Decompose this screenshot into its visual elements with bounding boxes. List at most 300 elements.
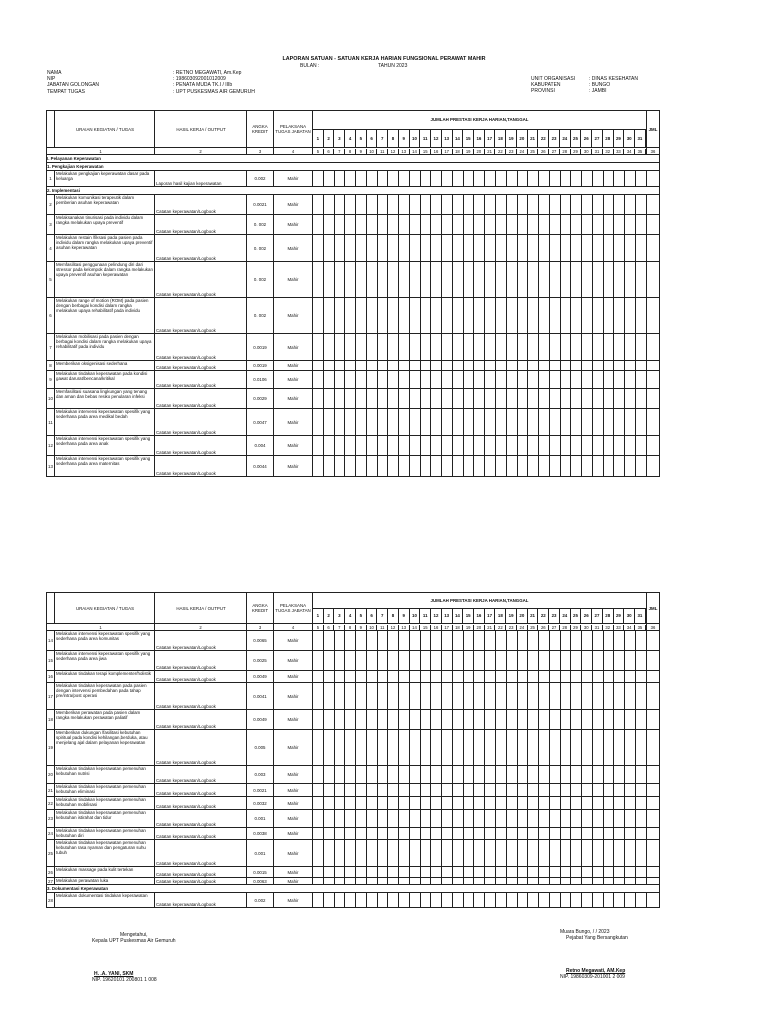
day-cell[interactable] — [549, 867, 560, 878]
day-cell[interactable] — [313, 867, 324, 878]
day-cell[interactable] — [474, 797, 485, 810]
day-cell[interactable] — [431, 840, 442, 867]
day-cell[interactable] — [420, 361, 431, 371]
day-cell[interactable] — [442, 456, 453, 477]
day-cell[interactable] — [625, 215, 636, 235]
day-cell[interactable] — [345, 235, 356, 262]
day-cell[interactable] — [614, 651, 625, 671]
day-cell[interactable] — [463, 784, 474, 797]
day-cell[interactable] — [485, 235, 496, 262]
day-cell[interactable] — [485, 730, 496, 766]
day-cell[interactable] — [334, 797, 345, 810]
day-cell[interactable] — [452, 730, 463, 766]
day-cell[interactable] — [442, 334, 453, 361]
day-cell[interactable] — [539, 651, 550, 671]
day-cell[interactable] — [442, 195, 453, 215]
day-cell[interactable] — [452, 171, 463, 187]
day-cell[interactable] — [356, 797, 367, 810]
day-cell[interactable] — [452, 810, 463, 828]
day-cell[interactable] — [463, 436, 474, 456]
day-cell[interactable] — [528, 334, 539, 361]
day-cell[interactable] — [560, 893, 571, 908]
day-cell[interactable] — [399, 371, 410, 389]
day-cell[interactable] — [420, 631, 431, 651]
day-cell[interactable] — [571, 409, 582, 436]
day-cell[interactable] — [625, 651, 636, 671]
day-cell[interactable] — [313, 262, 324, 298]
day-cell[interactable] — [625, 262, 636, 298]
day-cell[interactable] — [420, 389, 431, 409]
day-cell[interactable] — [614, 215, 625, 235]
day-cell[interactable] — [571, 235, 582, 262]
day-cell[interactable] — [409, 893, 420, 908]
day-cell[interactable] — [452, 371, 463, 389]
day-cell[interactable] — [496, 784, 507, 797]
day-cell[interactable] — [431, 436, 442, 456]
day-cell[interactable] — [377, 671, 388, 683]
day-cell[interactable] — [323, 651, 334, 671]
day-cell[interactable] — [323, 784, 334, 797]
day-cell[interactable] — [571, 262, 582, 298]
day-cell[interactable] — [345, 456, 356, 477]
day-cell[interactable] — [452, 298, 463, 334]
day-cell[interactable] — [592, 810, 603, 828]
day-cell[interactable] — [582, 828, 593, 840]
day-cell[interactable] — [323, 671, 334, 683]
day-cell[interactable] — [345, 797, 356, 810]
day-cell[interactable] — [313, 671, 324, 683]
day-cell[interactable] — [592, 671, 603, 683]
day-cell[interactable] — [517, 867, 528, 878]
day-cell[interactable] — [517, 171, 528, 187]
day-cell[interactable] — [571, 784, 582, 797]
day-cell[interactable] — [431, 730, 442, 766]
day-cell[interactable] — [345, 784, 356, 797]
day-cell[interactable] — [366, 215, 377, 235]
day-cell[interactable] — [582, 215, 593, 235]
day-cell[interactable] — [625, 878, 636, 885]
day-cell[interactable] — [442, 171, 453, 187]
day-cell[interactable] — [388, 171, 399, 187]
day-cell[interactable] — [496, 671, 507, 683]
day-cell[interactable] — [539, 683, 550, 710]
day-cell[interactable] — [528, 262, 539, 298]
day-cell[interactable] — [345, 867, 356, 878]
day-cell[interactable] — [517, 766, 528, 784]
day-cell[interactable] — [528, 298, 539, 334]
day-cell[interactable] — [539, 784, 550, 797]
day-cell[interactable] — [442, 893, 453, 908]
day-cell[interactable] — [313, 683, 324, 710]
day-cell[interactable] — [452, 215, 463, 235]
day-cell[interactable] — [356, 784, 367, 797]
day-cell[interactable] — [582, 298, 593, 334]
day-cell[interactable] — [549, 710, 560, 730]
day-cell[interactable] — [635, 730, 646, 766]
day-cell[interactable] — [388, 810, 399, 828]
day-cell[interactable] — [539, 730, 550, 766]
day-cell[interactable] — [366, 389, 377, 409]
day-cell[interactable] — [603, 436, 614, 456]
day-cell[interactable] — [334, 371, 345, 389]
day-cell[interactable] — [549, 671, 560, 683]
day-cell[interactable] — [506, 215, 517, 235]
day-cell[interactable] — [582, 651, 593, 671]
day-cell[interactable] — [517, 235, 528, 262]
day-cell[interactable] — [635, 371, 646, 389]
day-cell[interactable] — [334, 828, 345, 840]
day-cell[interactable] — [334, 730, 345, 766]
day-cell[interactable] — [614, 631, 625, 651]
day-cell[interactable] — [420, 195, 431, 215]
day-cell[interactable] — [582, 893, 593, 908]
day-cell[interactable] — [539, 710, 550, 730]
day-cell[interactable] — [539, 867, 550, 878]
day-cell[interactable] — [549, 195, 560, 215]
day-cell[interactable] — [366, 840, 377, 867]
day-cell[interactable] — [592, 334, 603, 361]
day-cell[interactable] — [356, 436, 367, 456]
day-cell[interactable] — [528, 683, 539, 710]
day-cell[interactable] — [549, 766, 560, 784]
day-cell[interactable] — [313, 436, 324, 456]
day-cell[interactable] — [582, 456, 593, 477]
day-cell[interactable] — [528, 171, 539, 187]
day-cell[interactable] — [571, 710, 582, 730]
day-cell[interactable] — [356, 371, 367, 389]
jml-cell[interactable] — [647, 361, 660, 371]
day-cell[interactable] — [474, 371, 485, 389]
day-cell[interactable] — [603, 683, 614, 710]
day-cell[interactable] — [474, 671, 485, 683]
jml-cell[interactable] — [647, 371, 660, 389]
day-cell[interactable] — [603, 810, 614, 828]
day-cell[interactable] — [560, 409, 571, 436]
day-cell[interactable] — [356, 334, 367, 361]
day-cell[interactable] — [528, 797, 539, 810]
day-cell[interactable] — [420, 456, 431, 477]
day-cell[interactable] — [517, 784, 528, 797]
day-cell[interactable] — [625, 730, 636, 766]
day-cell[interactable] — [625, 456, 636, 477]
day-cell[interactable] — [474, 683, 485, 710]
day-cell[interactable] — [420, 235, 431, 262]
day-cell[interactable] — [420, 784, 431, 797]
day-cell[interactable] — [603, 361, 614, 371]
day-cell[interactable] — [420, 683, 431, 710]
day-cell[interactable] — [603, 828, 614, 840]
jml-cell[interactable] — [647, 215, 660, 235]
day-cell[interactable] — [571, 878, 582, 885]
day-cell[interactable] — [366, 867, 377, 878]
day-cell[interactable] — [345, 215, 356, 235]
day-cell[interactable] — [485, 631, 496, 651]
day-cell[interactable] — [506, 810, 517, 828]
day-cell[interactable] — [517, 215, 528, 235]
day-cell[interactable] — [560, 671, 571, 683]
day-cell[interactable] — [603, 262, 614, 298]
day-cell[interactable] — [506, 298, 517, 334]
day-cell[interactable] — [528, 409, 539, 436]
day-cell[interactable] — [345, 810, 356, 828]
day-cell[interactable] — [399, 784, 410, 797]
day-cell[interactable] — [431, 456, 442, 477]
day-cell[interactable] — [582, 195, 593, 215]
day-cell[interactable] — [592, 371, 603, 389]
day-cell[interactable] — [485, 371, 496, 389]
day-cell[interactable] — [388, 878, 399, 885]
day-cell[interactable] — [560, 730, 571, 766]
day-cell[interactable] — [549, 784, 560, 797]
day-cell[interactable] — [409, 456, 420, 477]
day-cell[interactable] — [323, 361, 334, 371]
day-cell[interactable] — [603, 867, 614, 878]
day-cell[interactable] — [592, 797, 603, 810]
day-cell[interactable] — [420, 730, 431, 766]
day-cell[interactable] — [431, 784, 442, 797]
day-cell[interactable] — [560, 371, 571, 389]
day-cell[interactable] — [431, 671, 442, 683]
day-cell[interactable] — [506, 730, 517, 766]
day-cell[interactable] — [463, 710, 474, 730]
day-cell[interactable] — [409, 867, 420, 878]
day-cell[interactable] — [506, 878, 517, 885]
day-cell[interactable] — [571, 867, 582, 878]
day-cell[interactable] — [463, 389, 474, 409]
day-cell[interactable] — [356, 456, 367, 477]
day-cell[interactable] — [356, 878, 367, 885]
day-cell[interactable] — [431, 171, 442, 187]
jml-cell[interactable] — [647, 298, 660, 334]
day-cell[interactable] — [313, 878, 324, 885]
day-cell[interactable] — [366, 683, 377, 710]
day-cell[interactable] — [323, 730, 334, 766]
day-cell[interactable] — [442, 828, 453, 840]
day-cell[interactable] — [506, 893, 517, 908]
day-cell[interactable] — [614, 710, 625, 730]
day-cell[interactable] — [539, 195, 550, 215]
day-cell[interactable] — [356, 389, 367, 409]
day-cell[interactable] — [571, 810, 582, 828]
day-cell[interactable] — [549, 436, 560, 456]
day-cell[interactable] — [506, 766, 517, 784]
day-cell[interactable] — [313, 235, 324, 262]
day-cell[interactable] — [463, 195, 474, 215]
day-cell[interactable] — [356, 215, 367, 235]
day-cell[interactable] — [625, 631, 636, 651]
day-cell[interactable] — [366, 262, 377, 298]
day-cell[interactable] — [366, 784, 377, 797]
jml-cell[interactable] — [647, 235, 660, 262]
day-cell[interactable] — [592, 298, 603, 334]
day-cell[interactable] — [399, 730, 410, 766]
day-cell[interactable] — [442, 710, 453, 730]
day-cell[interactable] — [603, 730, 614, 766]
day-cell[interactable] — [582, 389, 593, 409]
day-cell[interactable] — [582, 671, 593, 683]
day-cell[interactable] — [356, 298, 367, 334]
day-cell[interactable] — [334, 867, 345, 878]
day-cell[interactable] — [625, 797, 636, 810]
day-cell[interactable] — [431, 828, 442, 840]
day-cell[interactable] — [452, 456, 463, 477]
day-cell[interactable] — [452, 651, 463, 671]
day-cell[interactable] — [377, 371, 388, 389]
day-cell[interactable] — [409, 828, 420, 840]
day-cell[interactable] — [313, 409, 324, 436]
day-cell[interactable] — [614, 171, 625, 187]
day-cell[interactable] — [442, 371, 453, 389]
jml-cell[interactable] — [647, 893, 660, 908]
day-cell[interactable] — [517, 456, 528, 477]
day-cell[interactable] — [560, 878, 571, 885]
day-cell[interactable] — [313, 298, 324, 334]
day-cell[interactable] — [560, 766, 571, 784]
day-cell[interactable] — [625, 893, 636, 908]
day-cell[interactable] — [345, 893, 356, 908]
day-cell[interactable] — [345, 710, 356, 730]
day-cell[interactable] — [560, 334, 571, 361]
day-cell[interactable] — [625, 683, 636, 710]
day-cell[interactable] — [334, 784, 345, 797]
day-cell[interactable] — [635, 361, 646, 371]
day-cell[interactable] — [313, 171, 324, 187]
day-cell[interactable] — [635, 671, 646, 683]
day-cell[interactable] — [431, 878, 442, 885]
day-cell[interactable] — [485, 828, 496, 840]
jml-cell[interactable] — [647, 784, 660, 797]
day-cell[interactable] — [485, 171, 496, 187]
day-cell[interactable] — [334, 171, 345, 187]
day-cell[interactable] — [474, 878, 485, 885]
day-cell[interactable] — [485, 389, 496, 409]
day-cell[interactable] — [485, 893, 496, 908]
day-cell[interactable] — [409, 171, 420, 187]
day-cell[interactable] — [635, 651, 646, 671]
day-cell[interactable] — [582, 840, 593, 867]
day-cell[interactable] — [506, 334, 517, 361]
day-cell[interactable] — [452, 828, 463, 840]
day-cell[interactable] — [496, 828, 507, 840]
day-cell[interactable] — [549, 797, 560, 810]
day-cell[interactable] — [496, 797, 507, 810]
day-cell[interactable] — [442, 784, 453, 797]
day-cell[interactable] — [399, 334, 410, 361]
day-cell[interactable] — [409, 215, 420, 235]
day-cell[interactable] — [377, 878, 388, 885]
day-cell[interactable] — [496, 766, 507, 784]
day-cell[interactable] — [388, 797, 399, 810]
day-cell[interactable] — [377, 784, 388, 797]
day-cell[interactable] — [442, 298, 453, 334]
day-cell[interactable] — [603, 651, 614, 671]
day-cell[interactable] — [582, 361, 593, 371]
day-cell[interactable] — [420, 215, 431, 235]
day-cell[interactable] — [539, 361, 550, 371]
day-cell[interactable] — [625, 766, 636, 784]
day-cell[interactable] — [356, 683, 367, 710]
day-cell[interactable] — [334, 878, 345, 885]
day-cell[interactable] — [334, 235, 345, 262]
day-cell[interactable] — [399, 215, 410, 235]
day-cell[interactable] — [409, 195, 420, 215]
day-cell[interactable] — [420, 651, 431, 671]
day-cell[interactable] — [539, 797, 550, 810]
day-cell[interactable] — [506, 371, 517, 389]
day-cell[interactable] — [539, 409, 550, 436]
day-cell[interactable] — [528, 436, 539, 456]
day-cell[interactable] — [614, 298, 625, 334]
day-cell[interactable] — [463, 867, 474, 878]
day-cell[interactable] — [463, 235, 474, 262]
day-cell[interactable] — [399, 298, 410, 334]
day-cell[interactable] — [463, 171, 474, 187]
day-cell[interactable] — [399, 828, 410, 840]
day-cell[interactable] — [313, 389, 324, 409]
day-cell[interactable] — [571, 797, 582, 810]
day-cell[interactable] — [517, 361, 528, 371]
day-cell[interactable] — [442, 671, 453, 683]
day-cell[interactable] — [517, 710, 528, 730]
day-cell[interactable] — [442, 683, 453, 710]
day-cell[interactable] — [313, 371, 324, 389]
day-cell[interactable] — [571, 730, 582, 766]
day-cell[interactable] — [388, 784, 399, 797]
day-cell[interactable] — [323, 195, 334, 215]
day-cell[interactable] — [442, 409, 453, 436]
day-cell[interactable] — [474, 262, 485, 298]
day-cell[interactable] — [442, 215, 453, 235]
day-cell[interactable] — [420, 371, 431, 389]
day-cell[interactable] — [452, 867, 463, 878]
day-cell[interactable] — [614, 683, 625, 710]
day-cell[interactable] — [528, 867, 539, 878]
day-cell[interactable] — [614, 262, 625, 298]
day-cell[interactable] — [496, 215, 507, 235]
day-cell[interactable] — [399, 262, 410, 298]
day-cell[interactable] — [539, 298, 550, 334]
day-cell[interactable] — [431, 766, 442, 784]
day-cell[interactable] — [388, 828, 399, 840]
day-cell[interactable] — [452, 840, 463, 867]
day-cell[interactable] — [539, 215, 550, 235]
day-cell[interactable] — [474, 215, 485, 235]
day-cell[interactable] — [409, 389, 420, 409]
day-cell[interactable] — [356, 262, 367, 298]
day-cell[interactable] — [496, 456, 507, 477]
day-cell[interactable] — [614, 371, 625, 389]
day-cell[interactable] — [334, 893, 345, 908]
day-cell[interactable] — [366, 710, 377, 730]
day-cell[interactable] — [323, 409, 334, 436]
day-cell[interactable] — [485, 651, 496, 671]
day-cell[interactable] — [528, 195, 539, 215]
day-cell[interactable] — [452, 409, 463, 436]
day-cell[interactable] — [431, 371, 442, 389]
day-cell[interactable] — [635, 334, 646, 361]
day-cell[interactable] — [496, 710, 507, 730]
day-cell[interactable] — [399, 631, 410, 651]
day-cell[interactable] — [560, 456, 571, 477]
day-cell[interactable] — [539, 235, 550, 262]
day-cell[interactable] — [463, 730, 474, 766]
day-cell[interactable] — [474, 298, 485, 334]
day-cell[interactable] — [399, 683, 410, 710]
day-cell[interactable] — [356, 893, 367, 908]
day-cell[interactable] — [560, 631, 571, 651]
day-cell[interactable] — [399, 389, 410, 409]
day-cell[interactable] — [496, 235, 507, 262]
